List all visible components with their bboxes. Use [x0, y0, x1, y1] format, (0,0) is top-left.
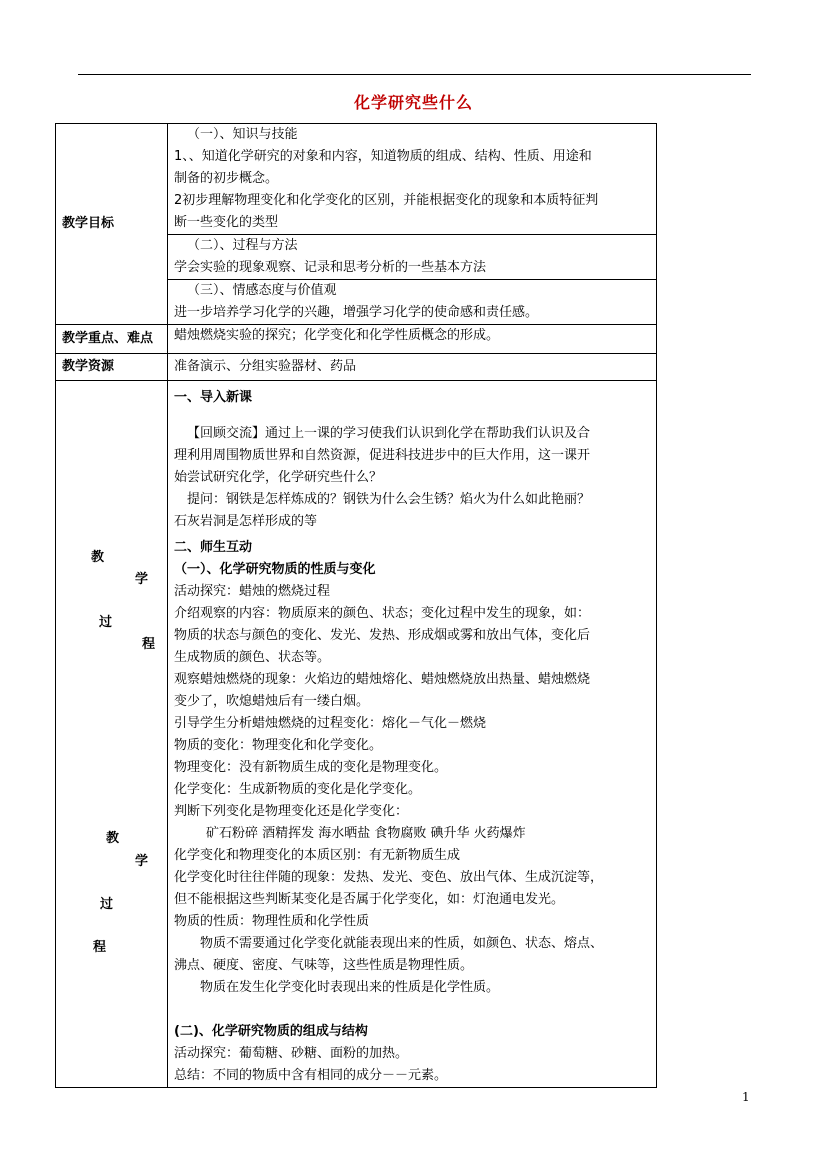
header-rule — [78, 74, 751, 75]
content-line: 活动探究：蜡烛的燃烧过程 — [174, 584, 331, 599]
page-title: 化学研究些什么 — [353, 93, 473, 112]
content-line: 判断下列变化是物理变化还是化学变化： — [174, 804, 409, 819]
goals-attitude-cell — [168, 280, 657, 325]
side-char: 过 — [100, 897, 114, 912]
resources-text: 准备演示、分组实验器材、药品 — [168, 354, 657, 381]
knowledge-line: 1、、知道化学研究的对象和内容，知道物质的组成、结构、性质、用途和 — [174, 149, 592, 164]
attitude-heading: （三）、情感态度与价值观 — [187, 283, 337, 298]
side-char: 程 — [142, 637, 156, 652]
page-number: 1 — [742, 1090, 750, 1104]
content-line: 总结：不同的物质中含有相同的成分－－元素。 — [174, 1068, 448, 1083]
question-line: 石灰岩洞是怎样形成的等 — [174, 514, 318, 529]
content-line: 活动探究：葡萄糖、砂糖、面粉的加热。 — [174, 1046, 409, 1061]
knowledge-line: 制备的初步概念。 — [174, 171, 279, 186]
side-char: 过 — [99, 615, 113, 630]
content-line: 化学变化和物理变化的本质区别：有无新物质生成 — [174, 848, 461, 863]
process-side-cell — [56, 381, 168, 1088]
side-char: 教 — [106, 831, 120, 846]
content-line: 物质的变化：物理变化和化学变化。 — [174, 738, 383, 753]
goals-head: 教学目标 — [56, 124, 168, 325]
physical-line: 沸点、硬度、密度、气味等，这些性质是物理性质。 — [174, 958, 474, 973]
process-line: 学会实验的现象观察、记录和思考分析的一些基本方法 — [174, 260, 487, 275]
process-heading: （二）、过程与方法 — [187, 238, 298, 253]
content-line: 介绍观察的内容：物质原来的颜色、状态；变化过程中发生的现象，如： — [174, 606, 591, 621]
content-line: 物质的性质：物理性质和化学性质 — [174, 914, 370, 929]
content-line: 生成物质的颜色、状态等。 — [174, 650, 331, 665]
knowledge-line: 2初步理解物理变化和化学变化的区别，并能根据变化的现象和本质特征判 — [174, 193, 599, 208]
subsection-title: (二)、化学研究物质的组成与结构 — [174, 1024, 368, 1039]
physical-line: 物质不需要通过化学变化就能表现出来的性质，如颜色、状态、熔点、 — [200, 936, 604, 951]
process-content-cell — [168, 381, 657, 1088]
question-line: 提问：钢铁是怎样炼成的？钢铁为什么会生锈？焰火为什么如此艳丽？ — [187, 492, 591, 507]
side-char: 程 — [93, 940, 107, 955]
lesson-plan-table — [55, 123, 657, 1088]
subsection-title: （一）、化学研究物质的性质与变化 — [174, 562, 376, 577]
resources-head: 教学资源 — [56, 354, 168, 381]
goals-process-cell — [168, 235, 657, 280]
review-line: 始尝试研究化学，化学研究些什么？ — [174, 470, 383, 485]
side-char: 教 — [91, 550, 105, 565]
review-line: 理利用周围物质世界和自然资源，促进科技进步中的巨大作用，这一课开 — [174, 448, 591, 463]
knowledge-heading: （一）、知识与技能 — [187, 127, 298, 142]
side-char: 学 — [135, 854, 149, 869]
key-text: 蜡烛燃烧实验的探究；化学变化和化学性质概念的形成。 — [168, 325, 657, 354]
content-line: 物理变化：没有新物质生成的变化是物理变化。 — [174, 760, 448, 775]
examples-line: 矿石粉碎 酒精挥发 海水晒盐 食物腐败 碘升华 火药爆炸 — [206, 826, 526, 841]
content-line: 观察蜡烛燃烧的现象：火焰边的蜡烛熔化、蜡烛燃烧放出热量、蜡烛燃烧 — [174, 672, 591, 687]
content-line: 但不能根据这些判断某变化是否属于化学变化，如：灯泡通电发光。 — [174, 892, 565, 907]
attitude-line: 进一步培养学习化学的兴趣，增强学习化学的使命感和责任感。 — [174, 305, 539, 320]
goals-knowledge-cell — [168, 124, 657, 235]
review-line: 【回顾交流】通过上一课的学习使我们认识到化学在帮助我们认识及合 — [187, 426, 591, 441]
chemical-line: 物质在发生化学变化时表现出来的性质是化学性质。 — [200, 980, 500, 995]
side-char: 学 — [135, 572, 149, 587]
content-line: 化学变化：生成新物质的变化是化学变化。 — [174, 782, 422, 797]
content-line: 变少了，吹熄蜡烛后有一缕白烟。 — [174, 694, 370, 709]
section-title: 二、师生互动 — [174, 540, 253, 555]
section-title: 一、导入新课 — [174, 390, 253, 405]
content-line: 引导学生分析蜡烛燃烧的过程变化：熔化－气化－燃烧 — [174, 716, 487, 731]
key-head: 教学重点、难点 — [56, 325, 168, 354]
knowledge-line: 断一些变化的类型 — [174, 215, 279, 230]
content-line: 物质的状态与颜色的变化、发光、发热、形成烟或雾和放出气体，变化后 — [174, 628, 591, 643]
content-line: 化学变化时往往伴随的现象：发热、发光、变色、放出气体、生成沉淀等， — [174, 870, 604, 885]
